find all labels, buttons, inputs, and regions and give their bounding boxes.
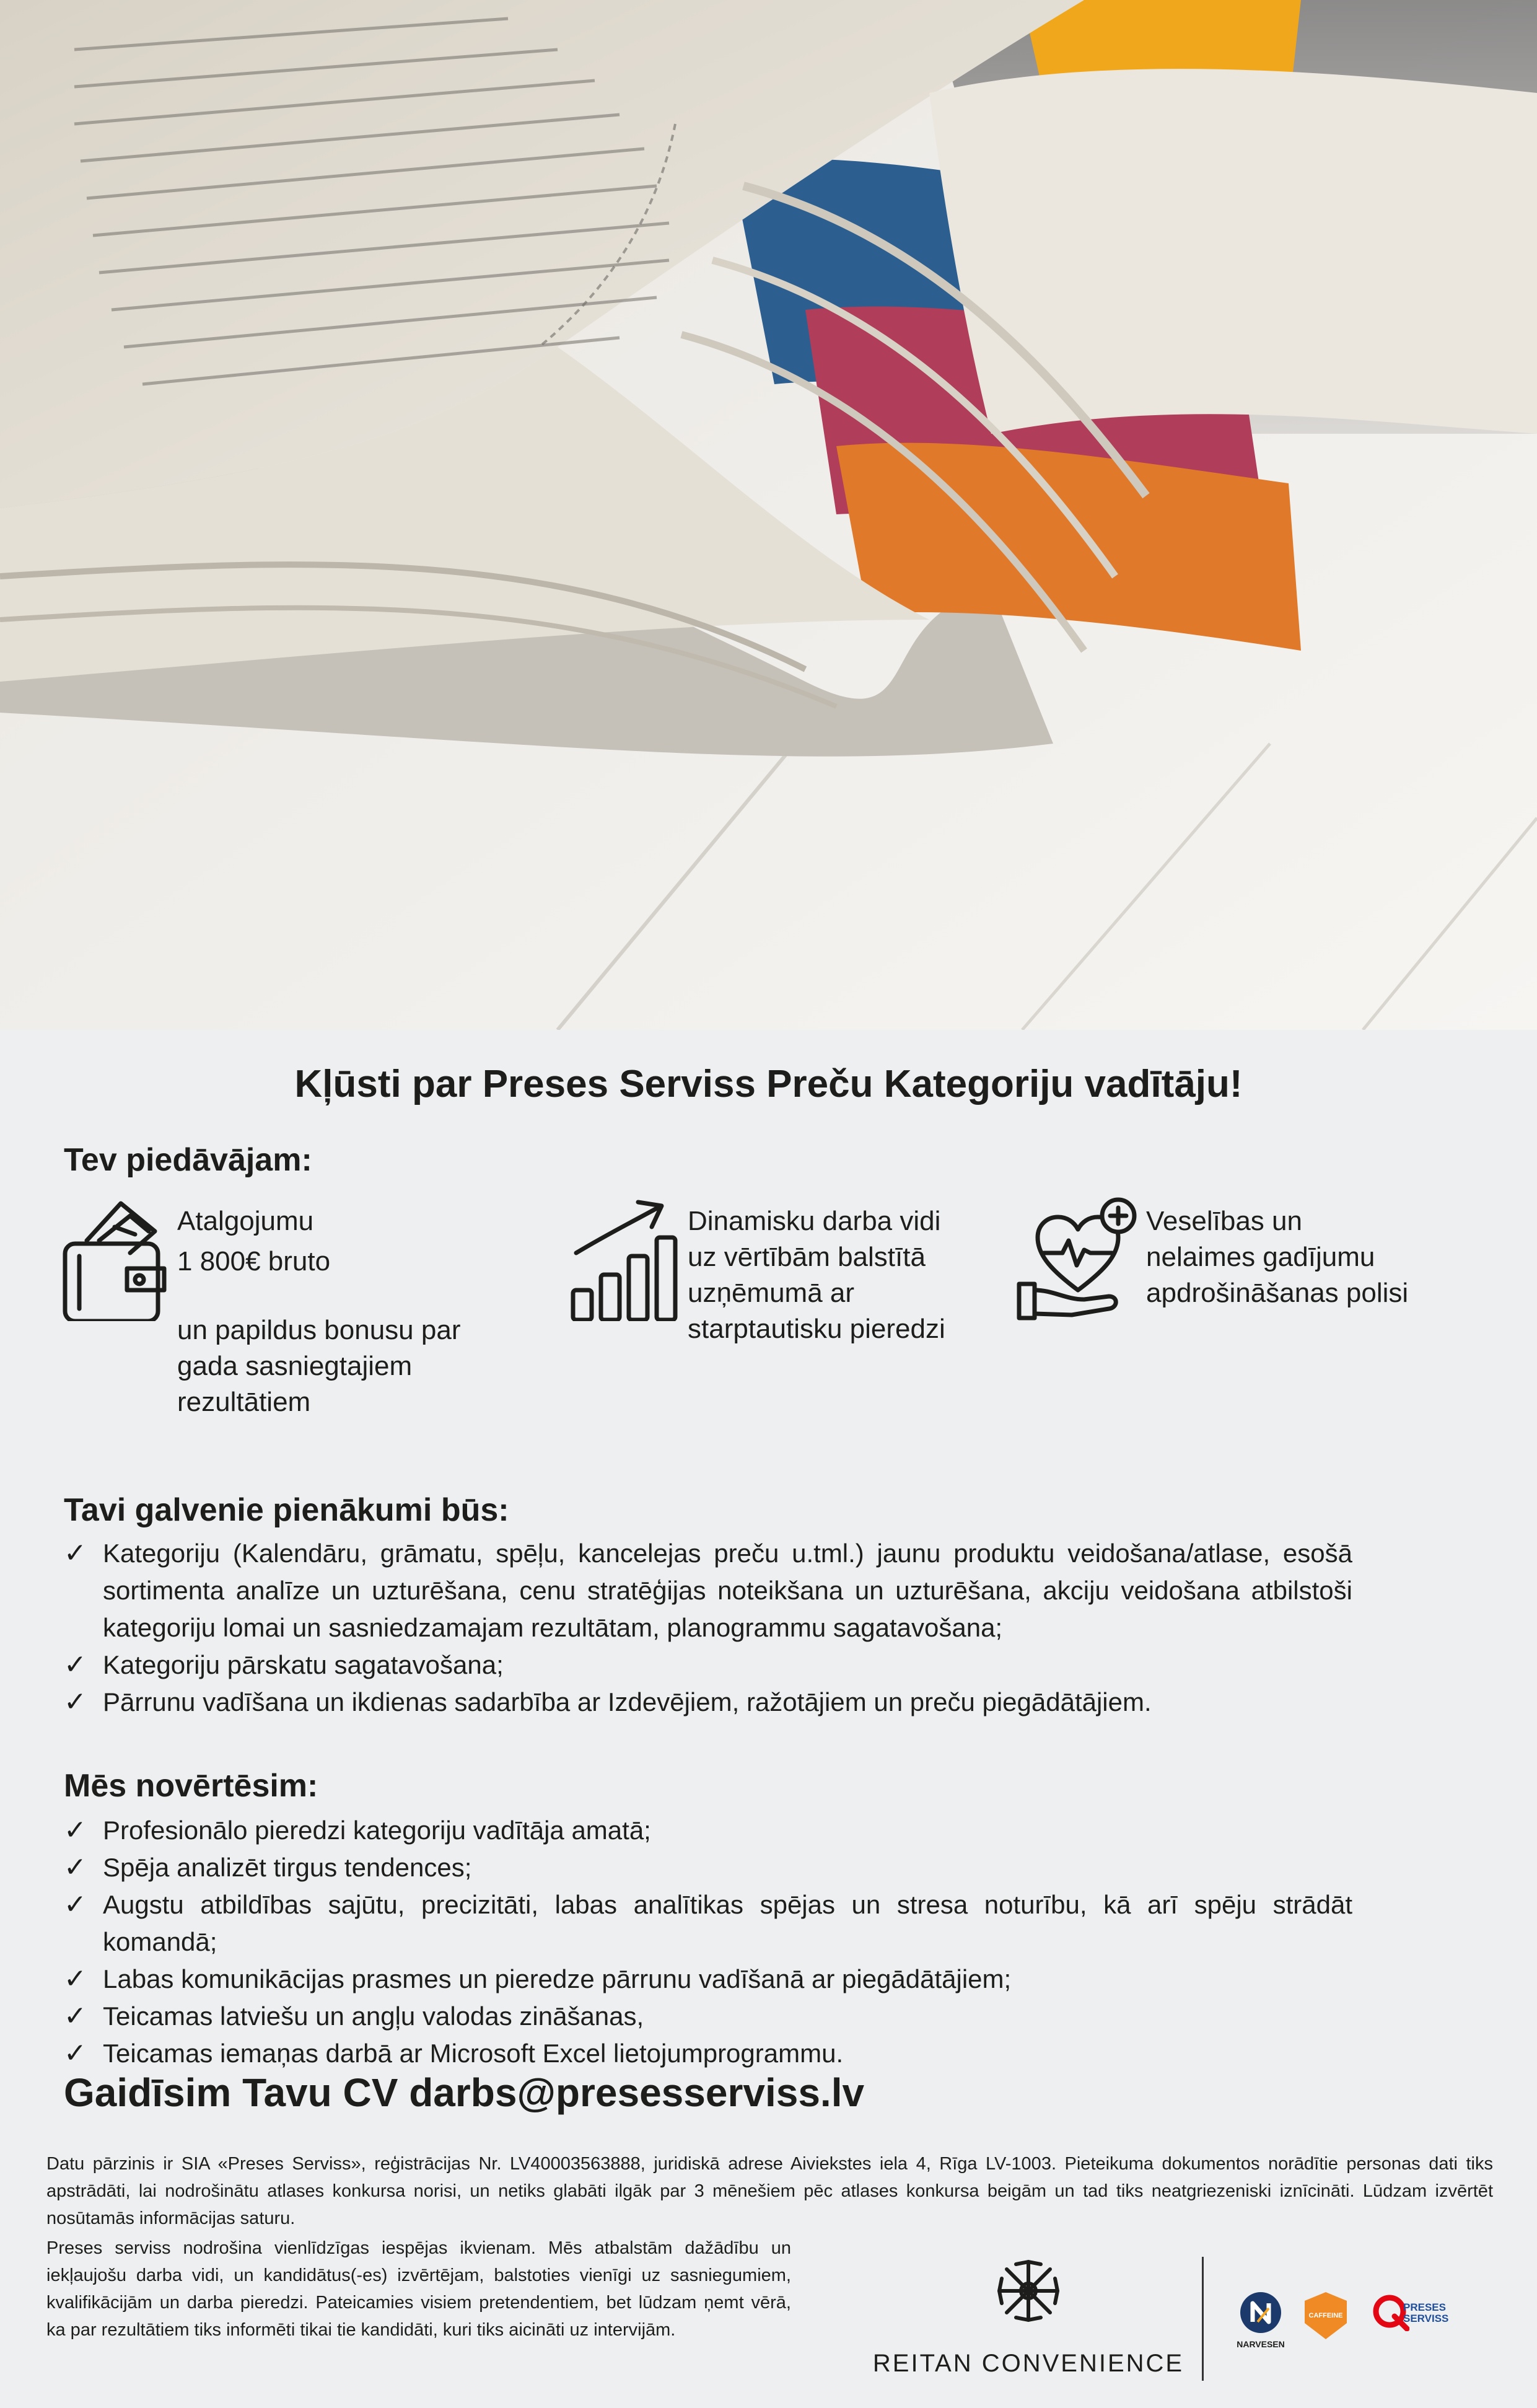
checkmark-icon: ✓ (64, 2001, 87, 2031)
offer-salary (62, 1197, 508, 1433)
narvesen-wordmark: NARVESEN (1237, 2339, 1285, 2349)
offer-insurance (1016, 1197, 1462, 1358)
work-env-line-4: starptautisku pieredzi (688, 1314, 945, 1344)
magazines-illustration (0, 0, 1537, 1030)
list-item: ✓ Kategoriju (Kalendāru, grāmatu, spēļu, kancelejas preču u.tml.) jaunu produktu veidošana/atlase, esošā sortimenta analīze un uzturēšana, cenu stratēģijas noteikšana un uzturēšana, akciju veidošana atbilstoši kategoriju lomai un sasniedzamajam rezultātam, planogrammu sagatavošana; (64, 1535, 1352, 1646)
work-env-line-3: uzņēmumā ar (688, 1278, 855, 1308)
salary-bonus-line-3: rezultātiem (177, 1387, 311, 1417)
cv-email-line: Gaidīsim Tavu CV darbs@presesserviss.lv (64, 2070, 865, 2115)
list-item: ✓ Augstu atbildības sajūtu, precizitāti, labas analītikas spējas un stresa noturību, kā arī spēju strādāt komandā; (64, 1886, 1352, 1961)
insurance-line-3: apdrošināšanas polisi (1146, 1278, 1409, 1308)
work-env-line-2: uz vērtībām balstītā (688, 1242, 926, 1272)
headline: Kļūsti par Preses Serviss Preču Kategoriju vadītāju! (294, 1063, 1243, 1105)
caffeine-logo (1298, 2291, 1354, 2365)
checkmark-icon: ✓ (64, 1852, 87, 1883)
checkmark-icon: ✓ (64, 1815, 87, 1845)
salary-label: Atalgojumu (177, 1206, 314, 1236)
insurance-line-1: Veselības un (1146, 1206, 1302, 1236)
reitan-symbol-icon (994, 2257, 1062, 2325)
checkmark-icon: ✓ (64, 2038, 87, 2068)
checkmark-icon: ✓ (64, 1650, 87, 1680)
preses-wordmark: PRESES SERVISS (1403, 2301, 1449, 2324)
duties-list (64, 1535, 1352, 1721)
work-env-line-1: Dinamisku darba vidi (688, 1206, 941, 1236)
health-heart-icon (1016, 1197, 1140, 1321)
job-ad-content (0, 1030, 1537, 2408)
checkmark-icon: ✓ (64, 1538, 87, 1568)
offer-work-environment (570, 1197, 1016, 1383)
list-item: ✓ Labas komunikācijas prasmes un pieredze pārrunu vadīšanā ar piegādātājiem; (64, 1961, 1352, 1998)
list-item: ✓ Teicamas latviešu un angļu valodas zināšanas, (64, 1998, 1352, 2035)
salary-bonus-line-2: gada sasniegtajiem (177, 1351, 413, 1381)
insurance-line-2: nelaimes gadījumu (1146, 1242, 1375, 1272)
wallet-icon (62, 1197, 167, 1321)
preses-serviss-logo (1372, 2291, 1471, 2365)
work-env-text (688, 1203, 945, 1347)
checkmark-icon: ✓ (64, 1964, 87, 1994)
checkmark-icon: ✓ (64, 1889, 87, 1920)
hero-magazines-photo (0, 0, 1537, 1030)
list-item: ✓ Teicamas iemaņas darbā ar Microsoft Excel lietojumprogrammu. (64, 2035, 1352, 2072)
checkmark-icon: ✓ (64, 1687, 87, 1717)
growth-chart-icon (570, 1197, 681, 1321)
insurance-text (1146, 1203, 1408, 1311)
list-item: ✓ Profesionālo pieredzi kategoriju vadītāja amatā; (64, 1812, 1352, 1849)
offer-section-title: Tev piedāvājam: (64, 1142, 312, 1178)
valued-section-title: Mēs novērtēsim: (64, 1768, 318, 1804)
list-item: ✓ Spēja analizēt tirgus tendences; (64, 1849, 1352, 1886)
caffeine-wordmark: CAFFEINE (1308, 2312, 1343, 2319)
salary-bonus (177, 1312, 460, 1420)
reitan-convenience-logo (867, 2257, 1189, 2381)
reitan-wordmark: REITAN CONVENIENCE (872, 2350, 1184, 2377)
data-controller-notice: Datu pārzinis ir SIA «Preses Serviss», reģistrācijas Nr. LV40003563888, juridiskā adrese Aiviekstes iela 4, Rīga LV-1003. Pieteikuma dokumentos norādītie personas dati tiks apstrādāti, lai nodrošinātu atlases konkursa norisi, un netiks glabāti ilgāk par 3 mēnešiem pēc atlases konkursa beigām un tad tiks neatgriezeniski iznīcināti. Lūdzam izvērtēt nosūtamās informācijas saturu. (46, 2154, 1493, 2228)
salary-bonus-line-1: un papildus bonusu par (177, 1315, 461, 1345)
narvesen-badge-icon (1239, 2291, 1282, 2334)
salary-value: 1 800€ bruto (177, 1246, 331, 1277)
list-item: ✓ Kategoriju pārskatu sagatavošana; (64, 1646, 1352, 1684)
list-item: ✓ Pārrunu vadīšana un ikdienas sadarbība ar Izdevējiem, ražotājiem un preču piegādātājiem. (64, 1684, 1352, 1721)
equal-opportunity-notice: Preses serviss nodrošina vienlīdzīgas iespējas ikvienam. Mēs atbalstām dažādību un iekļaujošu darba vidi, un kandidātus(-es) izvērtējam, balstoties vienīgi uz sasniegumiem, kvalifikācijām un darba pieredzi. Pateicamies visiem pretendentiem, bet lūdzam ņemt vērā, ka par rezultātiem tiks informēti tikai tie kandidāti, kuri tiks aicināti uz intervijām. (46, 2238, 791, 2340)
logo-divider (1202, 2257, 1204, 2381)
duties-section-title: Tavi galvenie pienākumi būs: (64, 1492, 509, 1528)
narvesen-logo (1230, 2291, 1292, 2365)
valued-list (64, 1812, 1352, 2072)
